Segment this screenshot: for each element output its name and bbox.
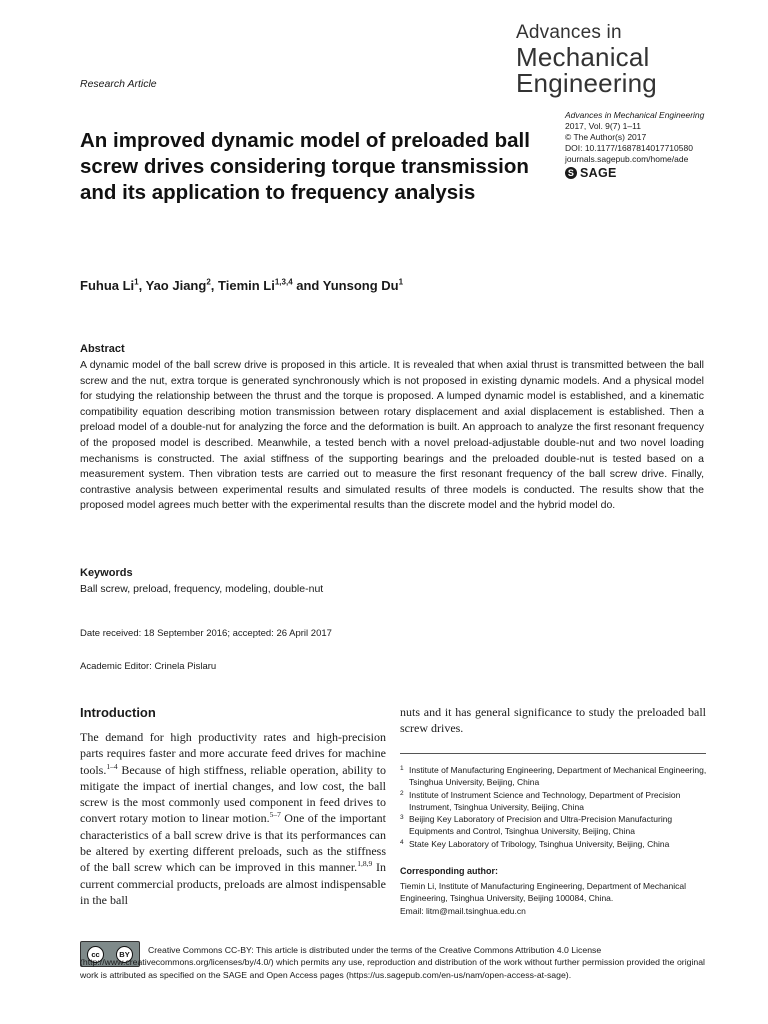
author-name[interactable]: Yao Jiang <box>145 278 207 293</box>
affiliation-number: 4 <box>400 838 404 846</box>
corresponding-author-email[interactable]: Email: litm@mail.tsinghua.edu.cn <box>400 905 526 916</box>
corresponding-author-details <box>400 880 700 917</box>
date-received: Date received: 18 September 2016; accepted: 26 April 2017 <box>80 628 332 639</box>
affiliation-item <box>400 813 710 838</box>
keywords-text: Ball screw, preload, frequency, modeling, double-nut <box>80 583 324 595</box>
author-name[interactable]: Fuhua Li <box>80 278 135 293</box>
footnote-divider <box>400 753 706 754</box>
affiliation-text: Institute of Manufacturing Engineering, Department of Mechanical Engineering, Tsinghua University, Beijing, China <box>409 765 707 788</box>
citation-ref[interactable]: 1,8,9 <box>357 859 373 869</box>
journal-name-line2: Mechanical <box>516 42 650 72</box>
abstract-text: A dynamic model of the ball screw drive is proposed in this article. It is revealed that when axial thrust is transmitted between the ball screw and the nut, extra torque is generated synchronously which is not proposed in existing dynamic models. And a physical model for studying the relationship between the thrust and the torque is proposed. A lumped dynamic model is established, and a kinematic compatibility equation describing motion transmission between rotary displacement and axial displacement is established. Then a preload model of a double-nut for analyzing the force and the deformation is built. An approach to analyze the first resonant frequency of the proposed model is described. Meanwhile, a tested bench with a novel preload-adjustable double-nut and two novel loading mechanisms is constructed. The axial stiffness of the supporting bearings and the preloaded double-nut is tested based on a measurement system. Then vibration tests are carried out to measure the first resonant frequency of the ball screw drive. Finally, contrastive analysis between experimental results and simulated results of three models is conducted. The results show that the proposed model agrees much better with the experimental results than the discrete model and the hybrid model do. <box>80 359 704 512</box>
attribution-icon: BY <box>116 946 133 963</box>
intro-text: The demand for high productivity rates and high-precision parts requires faster and more accurate feed drives for machine tools. <box>80 730 386 777</box>
introduction-paragraph <box>80 729 386 908</box>
paper-title: An improved dynamic model of preloaded ball screw drives considering torque transmission and its application to frequency analysis <box>80 129 530 204</box>
license-rest: (http://www.creativecommons.org/licenses/by/4.0/) which permits any use, reproduction and distribution of the work without further permission provided the original work is attributed as specified on the SAGE and Open Access pages (https://us.sagepub.com/en-us/nam/open-access-at-sage). <box>80 957 705 980</box>
article-type: Research Article <box>80 78 157 90</box>
intro-text: One of the important characteristics of a ball screw drive is that its performances can be altered by exerting different preloads, such as the stiffness of the ball screw which can be improved in this manner. <box>80 811 386 875</box>
author-affiliation-ref: 1 <box>134 277 139 287</box>
intro-text: Because of high stiffness, reliable operation, ability to mitigate the impact of inertial changes, and low cost, the ball screw is the most commonly used component in feed drives to convert rotary motion to linear motion. <box>80 762 386 826</box>
corresponding-author-heading: Corresponding author: <box>400 866 498 876</box>
license-first-line: Creative Commons CC-BY: This article is distributed under the terms of the Creative Commons Attribution 4.0 License <box>148 945 602 955</box>
journal-name-line3: Engineering <box>516 68 657 98</box>
academic-editor: Academic Editor: Crinela Pislaru <box>80 661 217 672</box>
affiliation-text: Institute of Instrument Science and Technology, Department of Precision Instrument, Tsinghua University, Beijing, China <box>409 789 681 812</box>
sage-logo-text: SAGE <box>580 165 617 180</box>
affiliation-item <box>400 789 710 814</box>
abstract-heading: Abstract <box>80 343 125 355</box>
affiliation-number: 3 <box>400 814 404 822</box>
pub-journal: Advances in Mechanical Engineering <box>565 110 705 120</box>
pub-copyright: © The Author(s) 2017 <box>565 132 647 142</box>
author-list <box>80 278 403 293</box>
license-statement <box>80 944 705 981</box>
affiliation-text: State Key Laboratory of Tribology, Tsinghua University, Beijing, China <box>409 838 670 849</box>
affiliation-number: 1 <box>400 765 404 772</box>
introduction-heading: Introduction <box>80 705 156 720</box>
publication-info <box>565 110 735 179</box>
author-name[interactable]: Yunsong Du <box>322 278 399 293</box>
intro-text: In current commercial products, preloads are almost indispensable in the ball <box>80 860 387 907</box>
affiliation-number: 2 <box>400 789 404 797</box>
citation-ref[interactable]: 1–4 <box>106 761 118 771</box>
author-affiliation-ref: 1,3,4 <box>274 277 293 287</box>
creative-commons-icon: cc <box>87 946 104 963</box>
pub-doi[interactable]: DOI: 10.1177/1687814017710580 <box>565 143 693 153</box>
corresponding-author-address: Tiemin Li, Institute of Manufacturing Engineering, Department of Mechanical Engineering, Tsinghua University, Beijing 100084, China. <box>400 881 686 904</box>
sage-icon: S <box>565 167 577 179</box>
author-name[interactable]: Tiemin Li <box>218 278 275 293</box>
affiliation-item <box>400 764 710 789</box>
journal-name-line1: Advances in <box>516 22 622 43</box>
affiliation-text: Beijing Key Laboratory of Precision and Ultra-Precision Manufacturing Equipments and Control, Tsinghua University, Beijing, China <box>409 814 673 837</box>
introduction-continuation: nuts and it has general significance to study the preloaded ball screw drives. <box>400 705 706 736</box>
pub-volume: 2017, Vol. 9(7) 1–11 <box>565 121 641 131</box>
author-affiliation-ref: 2 <box>206 277 211 287</box>
author-separator: , <box>138 278 146 293</box>
citation-ref[interactable]: 5–7 <box>269 810 281 820</box>
affiliation-item <box>400 838 710 850</box>
sage-logo <box>565 167 735 179</box>
keywords-heading: Keywords <box>80 567 133 579</box>
journal-brand <box>516 22 696 96</box>
author-affiliation-ref: 1 <box>398 277 404 287</box>
author-separator: and <box>292 278 323 293</box>
affiliation-list <box>400 764 710 850</box>
pub-url[interactable]: journals.sagepub.com/home/ade <box>565 154 689 164</box>
author-separator: , <box>210 278 219 293</box>
